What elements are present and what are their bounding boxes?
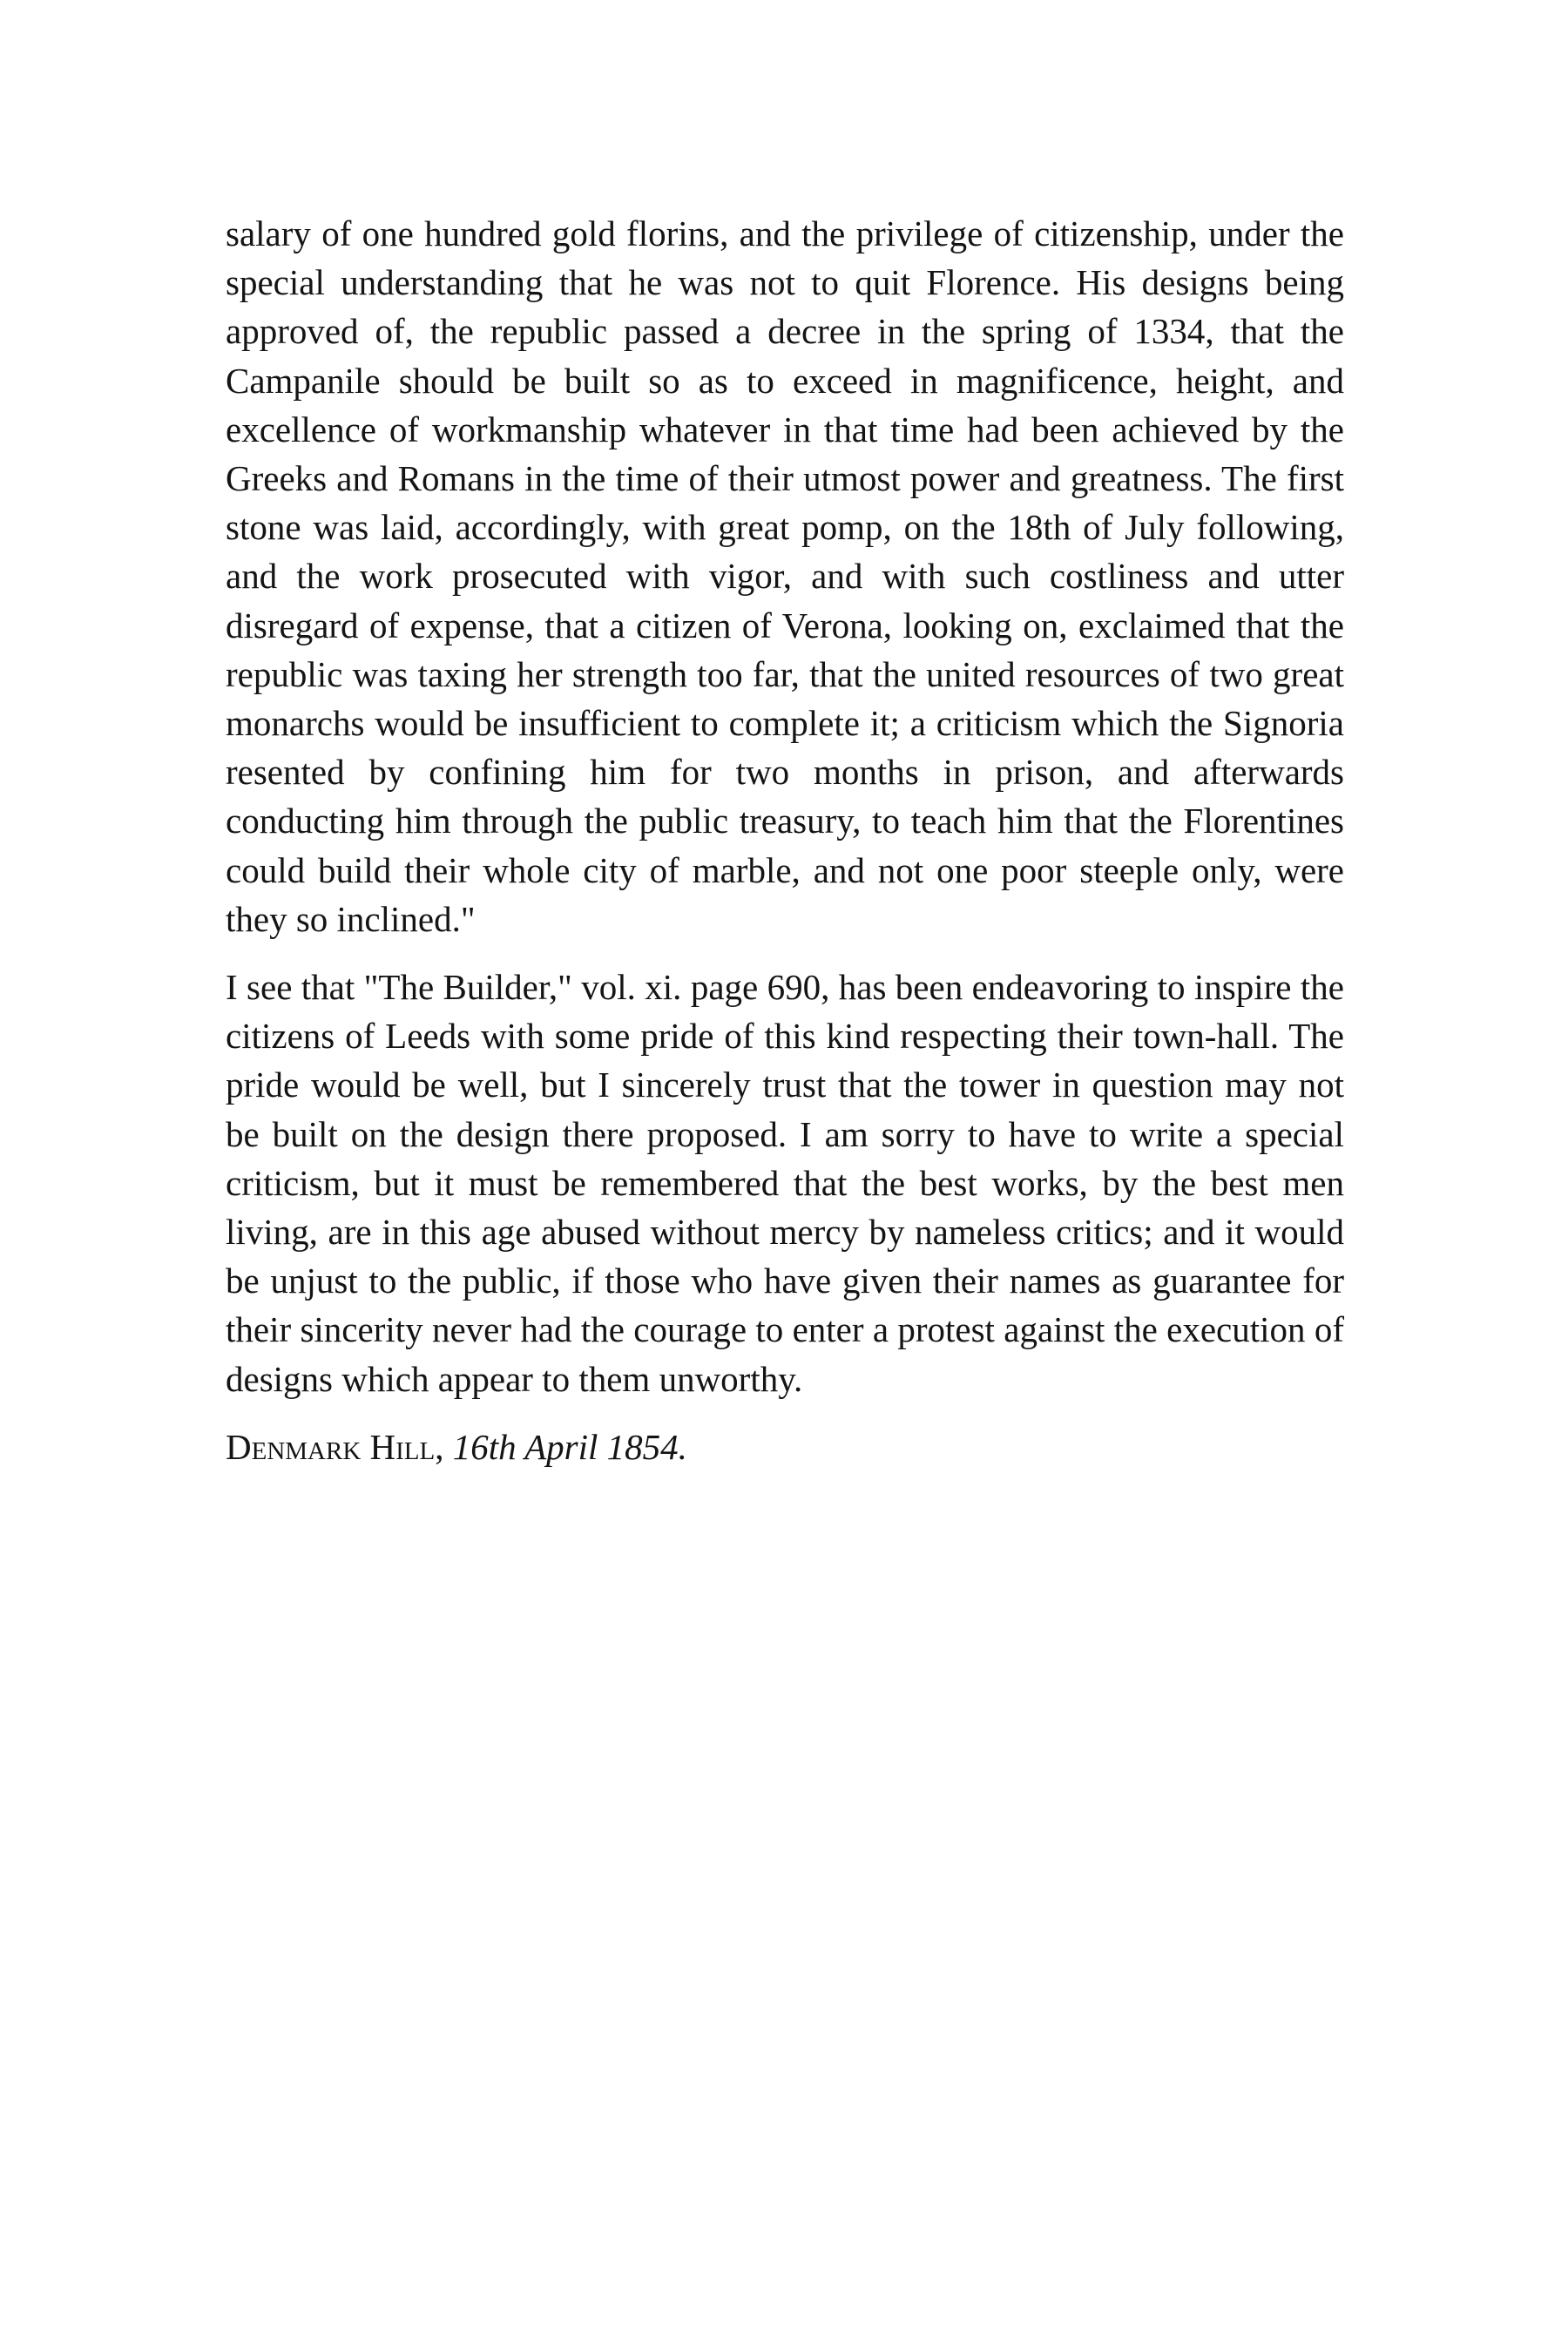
signature-line bbox=[226, 1423, 1344, 1471]
text-block bbox=[226, 209, 1344, 1471]
paragraph-2: I see that "The Builder," vol. xi. page 690, has been endeavoring to inspire the citizens of Leeds with some pride of this kind respecting their town-hall. The pride would be well, but I sincerely trust that the tower in question may not be built on the design there proposed. I am sorry to have to write a special criticism, but it must be remembered that the best works, by the best men living, are in this age abused without mercy by nameless critics; and it would be unjust to the public, if those who have given their names as guarantee for their sincerity never had the courage to enter a protest against the execution of designs which appear to them unworthy. bbox=[226, 967, 1344, 1399]
paragraph-1: salary of one hundred gold florins, and the privilege of citizenship, under the special understanding that he was not to quit Florence. His designs being approved of, the republic passed a decree in the spring of 1334, that the Campanile should be built so as to exceed in magnificence, height, and excellence of workmanship whatever in that time had been achieved by the Greeks and Romans in the time of their utmost power and greatness. The first stone was laid, accordingly, with great pomp, on the 18th of July following, and the work prosecuted with vigor, and with such costliness and utter disregard of expense, that a citizen of Verona, looking on, exclaimed that the republic was taxing her strength too far, that the united resources of two great monarchs would be insufficient to complete it; a criticism which the Signoria resented by confining him for two months in prison, and afterwards conducting him through the public treasury, to teach him that the Florentines could build their whole city of marble, and not one poor steeple only, were they so inclined." bbox=[226, 213, 1344, 939]
signature-place: Denmark Hill, bbox=[226, 1426, 444, 1467]
signature-date: 16th April 1854. bbox=[452, 1426, 687, 1467]
